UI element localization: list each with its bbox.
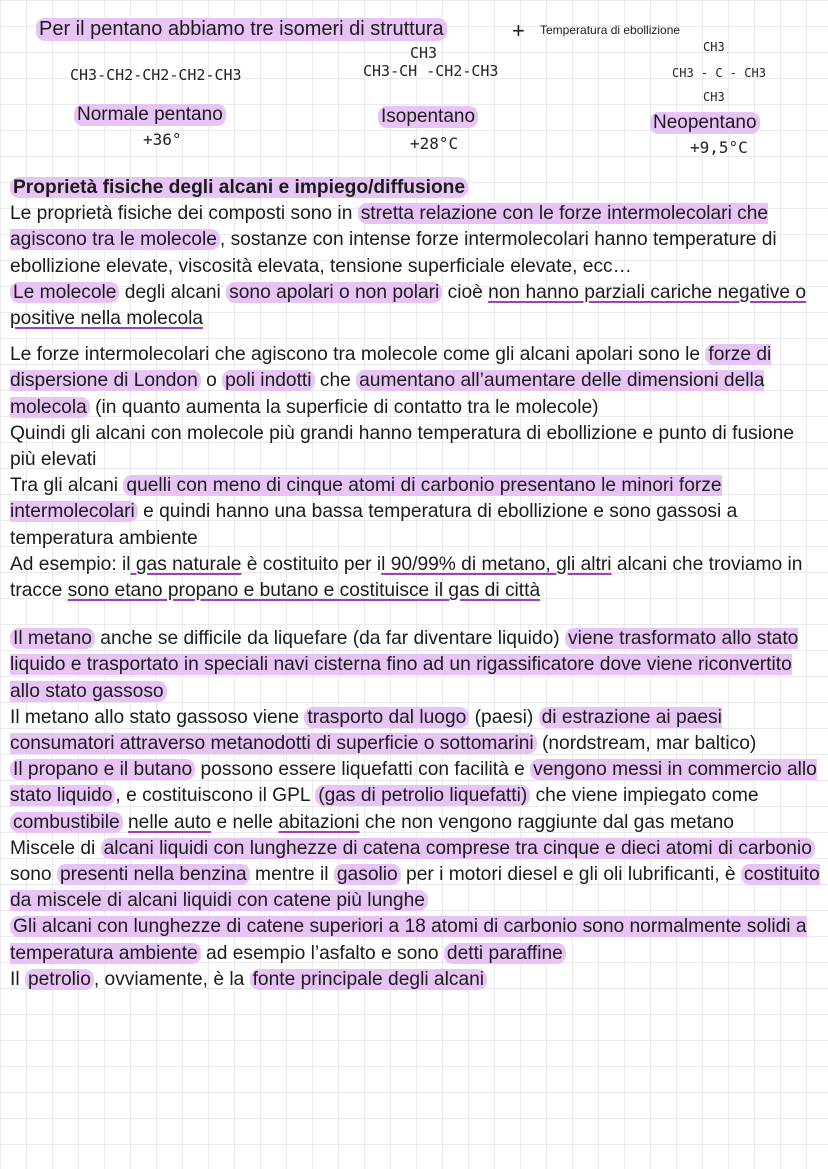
normal-pentane-formula: CH3-CH2-CH2-CH2-CH3 [70, 66, 242, 84]
isopentane-temp: +28°C [410, 134, 459, 153]
temperature-label: Temperatura di ebollizione [540, 23, 681, 37]
p6-text-e: alcani che troviamo in tracce [10, 553, 803, 602]
p2-highlight-c: sono apolari o non polari [226, 282, 442, 303]
paragraph-6 [10, 552, 820, 604]
neopentane-name: Neopentano [650, 112, 760, 134]
normal-pentane-name: Normale pentano [74, 104, 226, 126]
paragraph-11 [10, 914, 820, 966]
p7-highlight-c: viene trasformato allo stato liquido e trasportato in speciali navi cisterna fino ad un rigassificatore dove viene riconvertito allo stato gassoso [10, 628, 799, 702]
p3-text-c: o [200, 370, 223, 392]
p8-highlight-d: di estrazione ai paesi consumatori attraverso metanodotti di superficie o sottomarini [10, 706, 722, 755]
p2-text-d: cioè [442, 281, 489, 303]
normal-pentane-temp: +36° [143, 130, 182, 149]
p8-text-a: Il metano allo stato gassoso viene [10, 706, 305, 728]
p3-highlight-f: aumentano all’aumentare delle dimensioni della molecola [10, 370, 765, 418]
neopentane-bottom-group: CH3 [703, 90, 725, 104]
p6-text-a: Ad esempio: il [10, 553, 131, 575]
p3-highlight-b: forze di dispersione di London [10, 344, 772, 392]
neopentane-middle: CH3 - C - CH3 [672, 66, 766, 80]
p7-highlight-a: Il metano [10, 628, 95, 649]
p9-text-b: possono essere liquefatti con facilità e [195, 759, 531, 781]
p8-text-e: (nordstream, mar baltico) [536, 733, 757, 755]
p6-text-c: è costituito per i [241, 553, 382, 575]
p5-text-c: e quindi hanno una bassa temperatura di ebollizione e sono gassosi a temperatura ambiente [10, 501, 738, 549]
paragraph-12 [10, 967, 820, 993]
p6-underline-f: sono etano propano e butano e costituisce il gas di città [67, 580, 541, 602]
p1-text-a: Le proprietà fisiche dei composti sono in [10, 203, 358, 225]
section-title-text: Proprietà fisiche degli alcani e impiego/diffusione [10, 177, 468, 198]
neopentane-temp: +9,5°C [690, 138, 748, 157]
p9-text-d: , e costituiscono il GPL [115, 785, 316, 807]
p5-text-a: Tra gli alcani [10, 475, 124, 497]
p10-highlight-f: gasolio [334, 864, 401, 885]
p9-highlight-a: Il propano e il butano [10, 759, 195, 780]
p9-underline-k: abitazioni [278, 811, 360, 833]
intro-heading: Per il pentano abbiamo tre isomeri di struttura [36, 18, 447, 41]
paragraph-10 [10, 836, 820, 915]
main-content [10, 175, 820, 993]
p11-highlight-a: Gli alcani con lunghezze di catene superiori a 18 atomi di carbonio sono normalmente solidi a temperatura ambiente [10, 916, 807, 964]
paragraph-2 [10, 280, 820, 332]
plus-sign: + [512, 18, 525, 43]
p9-highlight-e: (gas di petrolio liquefatti) [315, 785, 530, 806]
p8-highlight-b: trasporto dal luogo [304, 707, 469, 728]
paragraph-7 [10, 626, 820, 705]
paragraph-1 [10, 201, 820, 280]
p10-text-c: sono [10, 864, 57, 886]
p6-underline-d: l 90/99% di metano, gli altri [381, 553, 612, 575]
p11-highlight-c: detti paraffine [444, 943, 566, 964]
p3-text-g: (in quanto aumenta la superficie di contatto tra le molecole) [89, 396, 599, 418]
paragraph-8 [10, 705, 820, 757]
p12-highlight-b: petrolio [25, 969, 94, 990]
p10-highlight-b: alcani liquidi con lunghezze di catena comprese tra cinque e dieci atomi di carbonio [101, 838, 815, 859]
p10-highlight-h: costituito da miscele di alcani liquidi con catene più lunghe [10, 864, 820, 912]
p10-text-e: mentre il [249, 864, 334, 886]
paragraph-4: Quindi gli alcani con molecole più grandi hanno temperatura di ebollizione e punto di fusione più elevati [10, 422, 794, 471]
p6-underline-b: gas naturale [130, 553, 242, 575]
p12-highlight-d: fonte principale degli alcani [250, 969, 487, 990]
p9-text-f: che viene impiegato come [530, 785, 759, 807]
p2-highlight-a: Le molecole [10, 282, 119, 303]
p10-text-a: Miscele di [10, 837, 101, 859]
p2-underline: non hanno parziali cariche negative o positive nella molecola [10, 281, 807, 330]
p9-highlight-c: vengono messi in commercio allo stato liquido [10, 759, 817, 807]
isopentane-top-group: CH3 [410, 44, 438, 62]
p11-text-b: ad esempio l’asfalto e sono [200, 942, 444, 964]
p9-text-j: e nelle [211, 811, 279, 833]
paragraph-5 [10, 473, 820, 552]
p1-highlight: stretta relazione con le forze intermolecolari che agiscono tra le molecole [10, 203, 769, 251]
neopentane-top-group: CH3 [703, 40, 725, 54]
p8-text-c: (paesi) [469, 706, 539, 728]
p9-text-l: che non vengono raggiunte dal gas metano [359, 811, 734, 833]
section-title [10, 175, 820, 201]
isopentane-name: Isopentano [378, 106, 478, 128]
p1-text-c: , sostanze con intense forze intermolecolari hanno temperature di ebollizione elevate, viscosità elevata, tensione superficiale elevate, ecc… [10, 229, 777, 277]
p12-text-c: , ovviamente, è la [93, 968, 250, 990]
p12-text-a: Il [10, 968, 25, 990]
p10-text-g: per i motori diesel e gli oli lubrificanti, è [400, 864, 741, 886]
isopentane-formula: CH3-CH -CH2-CH3 [363, 62, 499, 80]
p3-text-a: Le forze intermolecolari che agiscono tra molecole come gli alcani apolari sono le [10, 344, 706, 366]
paragraph-9 [10, 757, 820, 836]
paragraph-3 [10, 342, 820, 421]
p2-text-b: degli alcani [119, 281, 227, 303]
p5-highlight: quelli con meno di cinque atomi di carbonio presentano le minori forze intermolecolari [10, 475, 722, 523]
p7-text-b: anche se difficile da liquefare (da far diventare liquido) [94, 628, 565, 650]
p3-highlight-d: poli indotti [222, 370, 314, 391]
p9-underline-i: nelle auto [128, 811, 212, 833]
p3-text-e: che [314, 370, 357, 392]
p9-highlight-g: combustibile [10, 812, 123, 833]
p10-highlight-d: presenti nella benzina [57, 864, 250, 885]
